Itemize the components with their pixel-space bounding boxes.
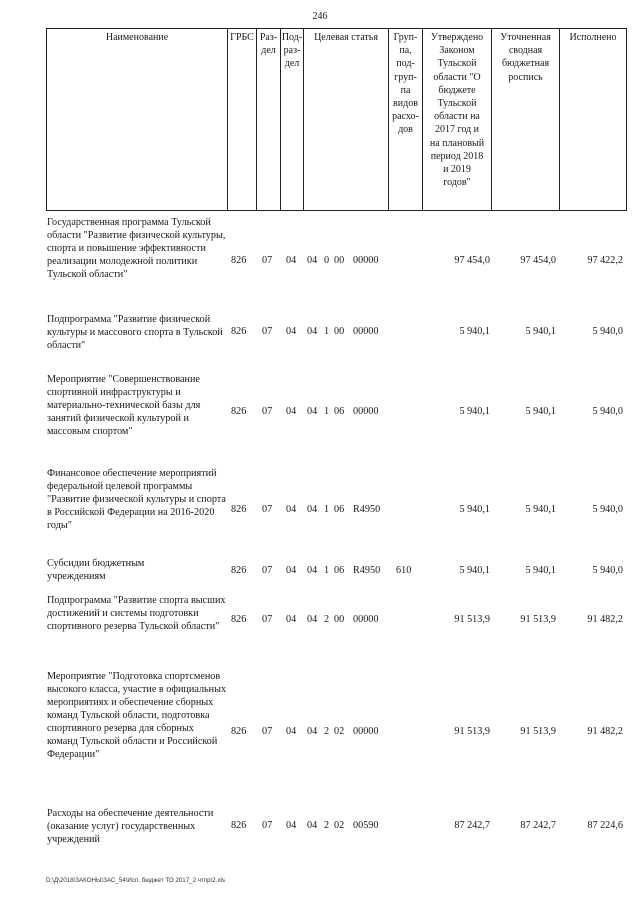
row-target-sub: 2 — [324, 614, 330, 625]
row-target-program: 04 — [307, 614, 318, 625]
header-name: Наименование — [46, 28, 227, 211]
row-target-sub: 1 — [324, 326, 330, 337]
row-target-code: 00590 — [353, 820, 379, 831]
row-grbs: 826 — [231, 255, 247, 266]
row-target-code: 00000 — [353, 726, 379, 737]
row-podrazdel: 04 — [286, 255, 297, 266]
row-target-program: 04 — [307, 504, 318, 515]
row-target-code: 00000 — [353, 326, 379, 337]
row-name: Подпрограмма "Развитие физической культуры и массового спорта в Тульской области" — [47, 314, 223, 351]
header-refined: Уточненная сводная бюджетная роспись — [491, 28, 559, 211]
header-approved: Утверждено Законом Тульской области "О бюджете Тульской области на 2017 год и на плановый период 2018 и 2019 годов" — [422, 28, 491, 211]
row-target-code: R4950 — [353, 504, 381, 515]
row-name: Мероприятие "Совершенствование спортивной инфраструктуры и материально-технической базы для занятий физической культурой и массовым спортом" — [47, 374, 201, 437]
row-target-event: 02 — [334, 726, 345, 737]
row-target-program: 04 — [307, 406, 318, 417]
row-razdel: 07 — [262, 614, 273, 625]
row-name: Мероприятие "Подготовка спортсменов высокого класса, участие в официальных мероприятиях и обеспечение сборных команд Тульской области, подготовка спортивного резерва для сборных команд Тульской области и Российской Федерации" — [47, 671, 227, 760]
row-razdel: 07 — [262, 326, 273, 337]
row-approved: 5 940,1 — [459, 406, 490, 417]
row-podrazdel: 04 — [286, 726, 297, 737]
row-target-program: 04 — [307, 326, 318, 337]
row-approved: 91 513,9 — [454, 726, 490, 737]
row-target-event: 00 — [334, 326, 345, 337]
row-target-event: 02 — [334, 820, 345, 831]
header-razdel: Раз- дел — [256, 28, 280, 211]
row-refined: 5 940,1 — [525, 406, 556, 417]
row-group: 610 — [396, 565, 412, 576]
row-approved: 91 513,9 — [454, 614, 490, 625]
row-name: Государственная программа Тульской области "Развитие физической культуры, спорта и повышение эффективности реализации молодежной политики Тульской области" — [47, 217, 226, 280]
row-target-code: 00000 — [353, 406, 379, 417]
row-grbs: 826 — [231, 406, 247, 417]
row-target-sub: 1 — [324, 406, 330, 417]
page-number: 246 — [312, 11, 328, 22]
row-target-event: 00 — [334, 614, 345, 625]
row-razdel: 07 — [262, 820, 273, 831]
row-target-sub: 2 — [324, 726, 330, 737]
row-podrazdel: 04 — [286, 820, 297, 831]
row-podrazdel: 04 — [286, 326, 297, 337]
row-refined: 91 513,9 — [520, 614, 556, 625]
row-grbs: 826 — [231, 504, 247, 515]
row-refined: 5 940,1 — [525, 504, 556, 515]
row-grbs: 826 — [231, 565, 247, 576]
row-executed: 97 422,2 — [587, 255, 623, 266]
row-name: Финансовое обеспечение мероприятий федеральной целевой программы "Развитие физической культуры и спорта в Российской Федерации на 2016-2020 годы" — [47, 468, 226, 531]
row-refined: 87 242,7 — [520, 820, 556, 831]
row-target-sub: 0 — [324, 255, 330, 266]
row-executed: 5 940,0 — [592, 504, 623, 515]
row-target-program: 04 — [307, 820, 318, 831]
row-target-event: 00 — [334, 255, 345, 266]
row-approved: 87 242,7 — [454, 820, 490, 831]
row-podrazdel: 04 — [286, 614, 297, 625]
header-podrazdel: Под- раз- дел — [280, 28, 303, 211]
row-executed: 87 224,6 — [587, 820, 623, 831]
row-target-code: 00000 — [353, 614, 379, 625]
row-podrazdel: 04 — [286, 504, 297, 515]
row-target-code: 00000 — [353, 255, 379, 266]
row-target-sub: 1 — [324, 504, 330, 515]
row-executed: 5 940,0 — [592, 326, 623, 337]
row-razdel: 07 — [262, 504, 273, 515]
row-razdel: 07 — [262, 255, 273, 266]
row-target-sub: 2 — [324, 820, 330, 831]
row-executed: 91 482,2 — [587, 726, 623, 737]
row-grbs: 826 — [231, 326, 247, 337]
header-executed: Исполнено — [559, 28, 627, 211]
row-refined: 5 940,1 — [525, 326, 556, 337]
row-target-event: 06 — [334, 565, 345, 576]
row-executed: 91 482,2 — [587, 614, 623, 625]
row-target-program: 04 — [307, 255, 318, 266]
row-target-code: R4950 — [353, 565, 381, 576]
row-razdel: 07 — [262, 406, 273, 417]
row-razdel: 07 — [262, 565, 273, 576]
row-approved: 97 454,0 — [454, 255, 490, 266]
row-refined: 5 940,1 — [525, 565, 556, 576]
row-target-event: 06 — [334, 504, 345, 515]
row-razdel: 07 — [262, 726, 273, 737]
header-group: Груп- па, под- груп- па видов расхо- дов — [388, 28, 422, 211]
row-podrazdel: 04 — [286, 406, 297, 417]
row-name: Подпрограмма "Развитие спорта высших достижений и системы подготовки спортивного резерва Тульской области" — [47, 595, 226, 632]
row-grbs: 826 — [231, 614, 247, 625]
header-grbs: ГРБС — [227, 28, 256, 211]
row-grbs: 826 — [231, 726, 247, 737]
row-name: Субсидии бюджетным учреждениям — [47, 558, 145, 582]
row-grbs: 826 — [231, 820, 247, 831]
row-approved: 5 940,1 — [459, 326, 490, 337]
row-podrazdel: 04 — [286, 565, 297, 576]
row-approved: 5 940,1 — [459, 504, 490, 515]
row-target-event: 06 — [334, 406, 345, 417]
row-target-program: 04 — [307, 565, 318, 576]
row-executed: 5 940,0 — [592, 565, 623, 576]
file-path-footer: D:\Д\2018\ЗАКОНЫ\ЗАС_54\Исп. бюджет ТО 2017_2 чтпр\2.xls — [46, 877, 226, 884]
row-name: Расходы на обеспечение деятельности (оказание услуг) государственных учреждений — [47, 808, 214, 845]
header-target: Целевая статья — [303, 28, 388, 211]
row-approved: 5 940,1 — [459, 565, 490, 576]
row-target-program: 04 — [307, 726, 318, 737]
row-executed: 5 940,0 — [592, 406, 623, 417]
row-target-sub: 1 — [324, 565, 330, 576]
row-refined: 91 513,9 — [520, 726, 556, 737]
row-refined: 97 454,0 — [520, 255, 556, 266]
